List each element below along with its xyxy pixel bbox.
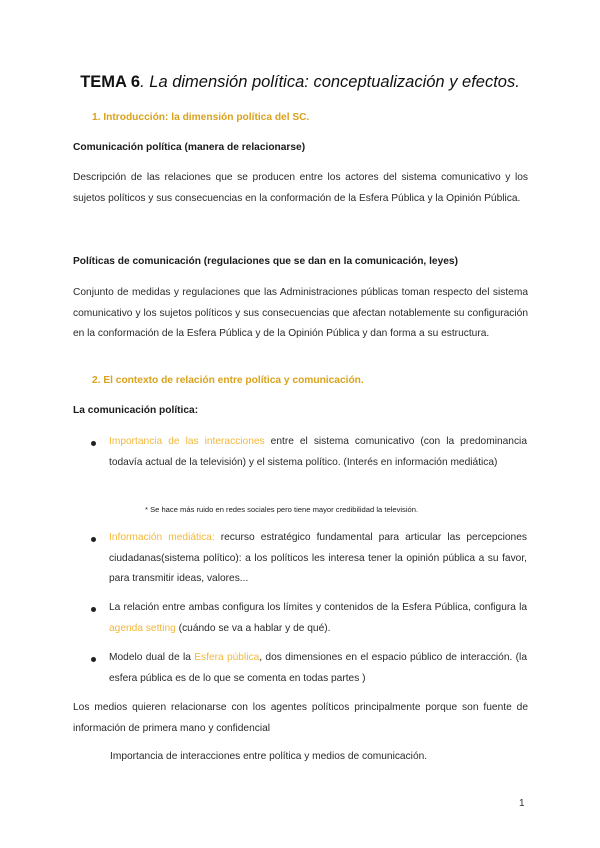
paragraph-1: Descripción de las relaciones que se producen entre los actores del sistema comunicativo y los sujetos políticos y sus consecuencias en la conformación de la Esfera Pública y la Opinión Pública. [73,172,528,204]
bullet-1-highlight: Importancia de las interacciones [109,436,265,447]
bullet-dot [91,657,96,662]
bullet-dot [91,537,96,542]
paragraph-3: Los medios quieren relacionarse con los agentes políticos principalmente porque son fuente de información de primera mano y confidencial [73,702,528,734]
bullet-dot [91,441,96,446]
title-label: TEMA 6 [80,73,141,91]
bullet-dot [91,607,96,612]
footnote-remark: * Se hace más ruido en redes sociales pero tiene mayor credibilidad la televisión. [145,505,419,514]
bullet-2-highlight: Información mediática: [109,532,215,543]
paragraph-2: Conjunto de medidas y regulaciones que las Administraciones públicas toman respecto del sistema comunicativo y los sujetos políticos y sus consecuencias que afectan notablemente su configuración en la conformación de la Esfera Pública y de la Opinión Pública y dan forma a su estructura. [73,287,528,339]
bullet-item-4 [109,648,527,689]
bullet-4-post: , dos dimensiones en el espacio público de interacción. (la esfera pública es de lo que se comenta en todas partes ) [109,652,527,684]
section-heading-1: 1. Introducción: la dimensión política del SC. [92,112,310,123]
page-number: 1 [519,798,525,809]
bullet-item-2 [109,528,527,590]
title-text: . La dimensión política: conceptualización y efectos. [140,73,520,91]
subheading-politicas-comunicacion: Políticas de comunicación (regulaciones que se dan en la comunicación, leyes) [73,256,458,267]
indented-line: Importancia de interacciones entre política y medios de comunicación. [110,751,428,762]
page-title [0,73,600,92]
bullet-4-pre: Modelo dual de la [109,652,195,663]
subheading-comunicacion-politica: Comunicación política (manera de relacionarse) [73,142,306,153]
bullet-3-highlight: agenda setting [109,622,176,634]
bullet-4-highlight: Esfera pública [194,652,260,663]
bullet-2-text: recurso estratégico fundamental para articular las percepciones ciudadanas(sistema político): a los políticos les interesa tener la opinión pública a su favor, para transmitir ideas, valores... [109,532,527,584]
bullet-item-3 [109,598,527,639]
section-heading-2: 2. El contexto de relación entre política y comunicación. [92,375,364,386]
bullet-3-pre: La relación entre ambas configura los límites y contenidos de la Esfera Pública, configura la [109,602,527,613]
bullet-3-post: (cuándo se va a hablar y de qué). [175,622,331,634]
bullet-item-1 [109,432,527,473]
bullet-1-text: entre el sistema comunicativo (con la predominancia todavía actual de la televisión) y el sistema político. (Interés en información mediática) [109,436,527,468]
subheading-comunicacion-politica-2: La comunicación política: [73,405,199,416]
